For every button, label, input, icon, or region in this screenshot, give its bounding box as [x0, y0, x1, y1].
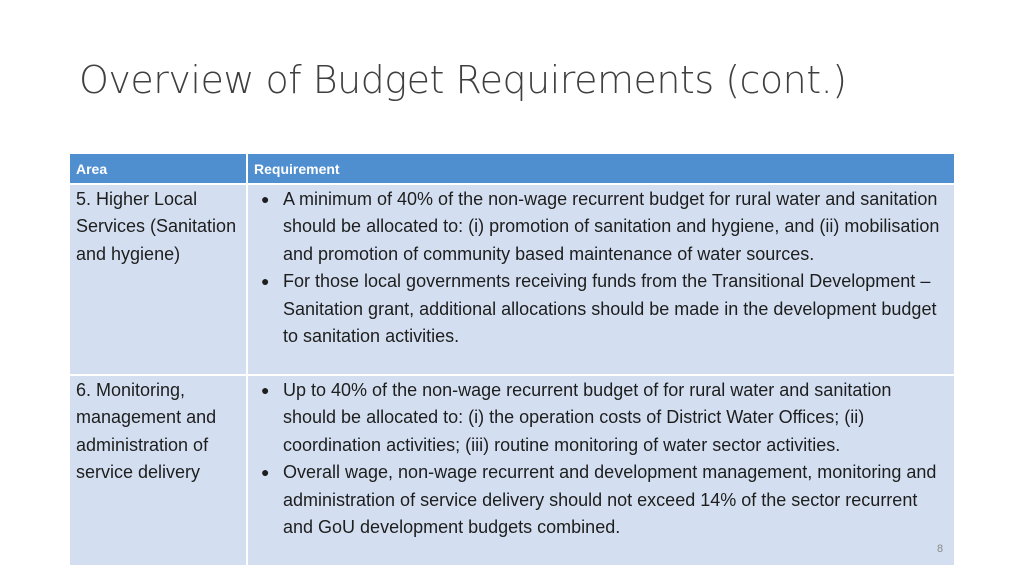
requirement-item: [254, 268, 948, 350]
requirement-list: [254, 377, 948, 541]
area-cell: 6. Monitoring, management and administration of service delivery: [70, 375, 247, 565]
column-header-area: Area: [70, 154, 247, 184]
requirement-cell: [247, 184, 954, 375]
requirement-list: [254, 186, 948, 350]
bullet-icon: ●: [261, 273, 270, 290]
bullet-icon: ●: [261, 191, 270, 207]
requirement-item: [254, 186, 948, 268]
requirement-text: Overall wage, non-wage recurrent and development management, monitoring and administration of service delivery should not exceed 14% of the sector recurrent and GoU development budgets combined.: [283, 462, 937, 538]
page-number: 8: [937, 543, 944, 555]
slide-title: Overview of Budget Requirements (cont.): [79, 58, 847, 102]
requirement-text: Up to 40% of the non-wage recurrent budget of for rural water and sanitation should be allocated to: (i) the operation costs of District Water Offices; (ii) coordination activities; (iii) routine monitoring of water sector activities.: [283, 380, 892, 455]
table-header-row: [70, 154, 954, 184]
requirement-item: [254, 377, 948, 459]
table-row: [70, 184, 954, 375]
requirement-item: [254, 459, 948, 541]
column-header-requirement: Requirement: [247, 154, 954, 184]
budget-requirements-table: [70, 154, 954, 565]
area-cell: 5. Higher Local Services (Sanitation and hygiene): [70, 184, 247, 375]
requirement-text: A minimum of 40% of the non-wage recurrent budget for rural water and sanitation should be allocated to: (i) promotion of sanitation and hygiene, and (ii) mobilisation and promotion of community based maintenance of water sources.: [283, 189, 940, 264]
table-row: [70, 375, 954, 565]
bullet-icon: ●: [261, 464, 270, 481]
requirement-cell: [247, 375, 954, 565]
requirement-text: For those local governments receiving funds from the Transitional Development – Sanitation grant, additional allocations should be made in the development budget to sanitation activities.: [283, 271, 937, 347]
bullet-icon: ●: [261, 382, 270, 398]
